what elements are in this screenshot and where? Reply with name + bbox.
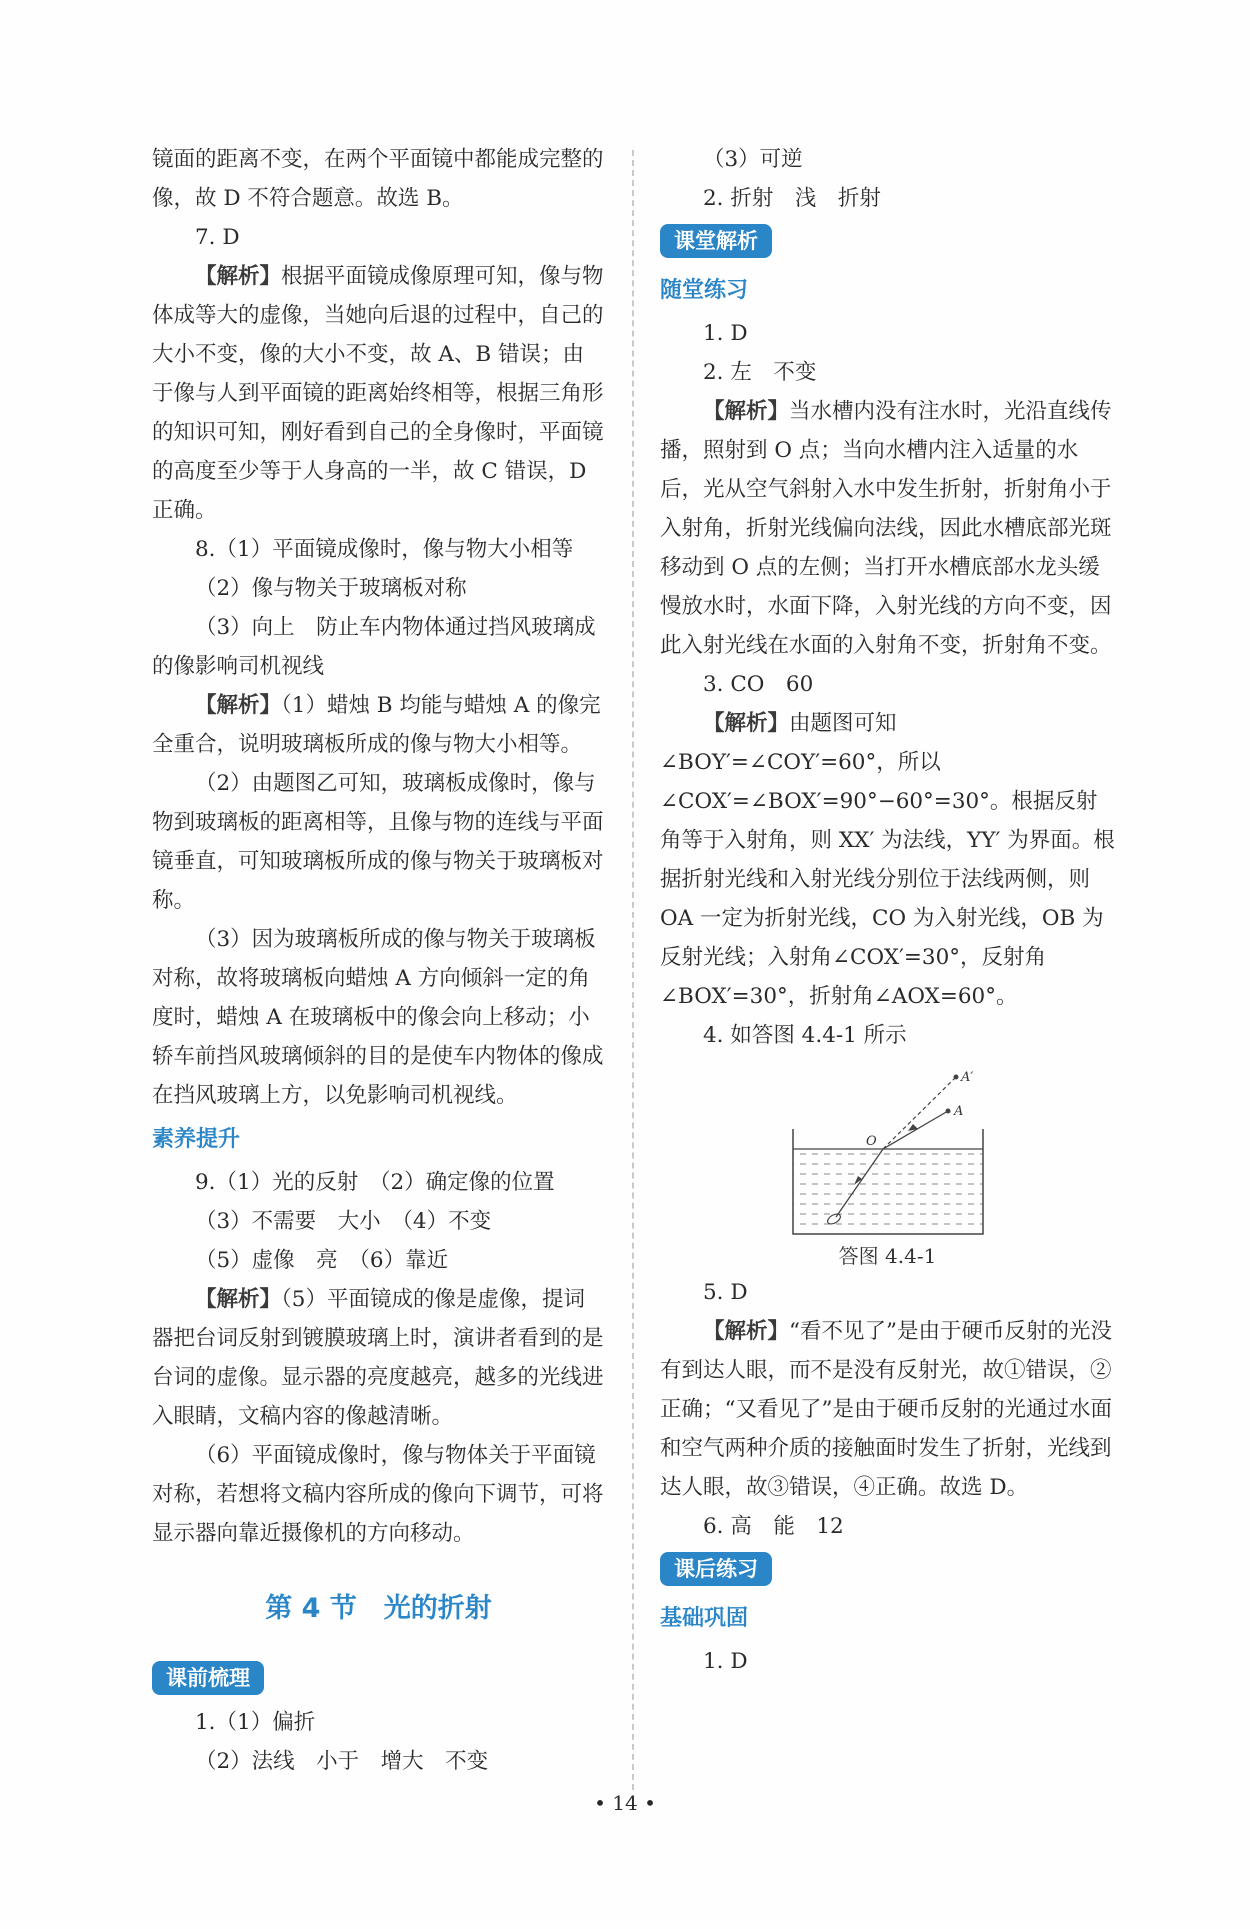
text-line bbox=[152, 530, 605, 569]
subheading-suitang: 随堂练习 bbox=[660, 278, 749, 303]
right-block-1 bbox=[660, 140, 1115, 218]
line-text: （1）蜡烛 B 均能与蜡烛 A 的像完全重合，说明玻璃板所成的像与物大小相等。 bbox=[152, 693, 601, 757]
badge-kegian: 课前梳理 bbox=[152, 1661, 264, 1695]
badge-ketang: 课堂解析 bbox=[660, 224, 772, 258]
analysis-tag: 【解析】 bbox=[195, 693, 282, 718]
line-text: （2）由题图乙可知，玻璃板成像时，像与物到玻璃板的距离相等，且像与物的连线与平面镜垂直，可知玻璃板所成的像与物关于玻璃板对称。 bbox=[152, 771, 604, 913]
section-title: 第 4 节 光的折射 bbox=[265, 1593, 492, 1624]
text-line bbox=[660, 1642, 1115, 1681]
text-line bbox=[152, 686, 605, 764]
line-text: “看不见了”是由于硬币反射的光没有到达人眼，而不是没有反射光，故①错误，②正确；“又看见了”是由于硬币反射的光通过水面和空气两种介质的接触面时发生了折射，光线到达人眼，故③错误，④正确。故选 D。 bbox=[660, 1319, 1113, 1500]
right-column bbox=[660, 140, 1115, 1681]
analysis-tag: 【解析】 bbox=[195, 1287, 282, 1312]
text-line bbox=[152, 1280, 605, 1436]
line-text: 2. 折射 浅 折射 bbox=[703, 186, 881, 211]
line-text: （3）可逆 bbox=[703, 147, 803, 172]
line-text: 当水槽内没有注水时，光沿直线传播，照射到 O 点；当向水槽内注入适量的水后，光从空气斜射入水中发生折射，折射角小于入射角，折射光线偏向法线，因此水槽底部光斑移动到 O 点的左侧；当打开水槽底部水龙头缓慢放水时，水面下降，入射光线的方向不变，因此入射光线在水面的入射角不变，折射角不变。 bbox=[660, 399, 1112, 658]
line-text: 9.（1）光的反射 （2）确定像的位置 bbox=[195, 1170, 555, 1195]
text-line bbox=[152, 1742, 605, 1781]
line-text: 由题图可知∠BOY′=∠COY′=60°，所以∠COX′=∠BOX′=90°−60°=30°。根据反射角等于入射角，则 XX′ 为法线，YY′ 为界面。根据折射光线和入射光线分别位于法线两侧，则 OA 一定为折射光线，CO 为入射光线，OB 为反射光线；入射角∠COX′=30°，反射角∠BOX′=30°，折射角∠AOX=60°。 bbox=[660, 711, 1115, 1009]
right-block-2 bbox=[660, 314, 1115, 1055]
text-line bbox=[152, 1202, 605, 1241]
text-line bbox=[660, 140, 1115, 179]
left-column bbox=[152, 140, 605, 1781]
refraction-diagram bbox=[788, 1069, 988, 1239]
line-text: （2）法线 小于 增大 不变 bbox=[195, 1749, 489, 1774]
analysis-tag: 【解析】 bbox=[703, 711, 790, 736]
text-line bbox=[152, 1241, 605, 1280]
line-text: （2）像与物关于玻璃板对称 bbox=[195, 576, 467, 601]
line-text: （6）平面镜成像时，像与物体关于平面镜对称，若想将文稿内容所成的像向下调节，可将显示器向靠近摄像机的方向移动。 bbox=[152, 1443, 604, 1546]
label-a-prime: A′ bbox=[960, 1070, 973, 1085]
badge-kehou: 课后练习 bbox=[660, 1552, 772, 1586]
text-line bbox=[660, 1507, 1115, 1546]
left-block-2 bbox=[152, 1163, 605, 1553]
line-text: 4. 如答图 4.4-1 所示 bbox=[703, 1023, 907, 1048]
line-text: （5）虚像 亮 （6）靠近 bbox=[195, 1248, 449, 1273]
line-text: （3）因为玻璃板所成的像与物关于玻璃板对称，故将玻璃板向蜡烛 A 方向倾斜一定的角度时，蜡烛 A 在玻璃板中的像会向上移动；小轿车前挡风玻璃倾斜的目的是使车内物体的像成在挡风玻璃上方，以免影响司机视线。 bbox=[152, 927, 604, 1108]
line-text: 7. D bbox=[195, 225, 240, 250]
point-a-prime bbox=[953, 1075, 958, 1080]
text-line bbox=[152, 764, 605, 920]
line-text: 1. D bbox=[703, 1649, 748, 1674]
text-line bbox=[660, 392, 1115, 665]
text-line bbox=[152, 218, 605, 257]
text-line bbox=[660, 314, 1115, 353]
text-line bbox=[660, 665, 1115, 704]
line-text: 8.（1）平面镜成像时，像与物大小相等 bbox=[195, 537, 574, 562]
line-text: （3）向上 防止车内物体通过挡风玻璃成的像影响司机视线 bbox=[152, 615, 596, 679]
line-text: （3）不需要 大小 （4）不变 bbox=[195, 1209, 492, 1234]
line-text: 5. D bbox=[703, 1280, 748, 1305]
analysis-tag: 【解析】 bbox=[703, 1319, 790, 1344]
refraction-figure bbox=[768, 1069, 1008, 1273]
text-line bbox=[152, 920, 605, 1115]
right-block-4 bbox=[660, 1642, 1115, 1681]
text-line bbox=[152, 1436, 605, 1553]
text-line bbox=[660, 1312, 1115, 1507]
text-line bbox=[152, 1703, 605, 1742]
subheading-suyang: 素养提升 bbox=[152, 1127, 241, 1152]
text-line bbox=[152, 140, 605, 218]
line-text: 6. 高 能 12 bbox=[703, 1514, 844, 1539]
subheading-jichu: 基础巩固 bbox=[660, 1606, 749, 1631]
label-o: O bbox=[865, 1134, 877, 1149]
left-block-1 bbox=[152, 140, 605, 1115]
point-a bbox=[945, 1109, 950, 1114]
left-block-3 bbox=[152, 1703, 605, 1781]
text-line bbox=[152, 569, 605, 608]
label-a: A bbox=[953, 1104, 963, 1119]
page-number: • 14 • bbox=[594, 1791, 656, 1815]
text-line bbox=[152, 257, 605, 530]
analysis-tag: 【解析】 bbox=[703, 399, 790, 424]
line-text: 3. CO 60 bbox=[703, 672, 814, 697]
line-text: 1. D bbox=[703, 321, 748, 346]
line-text: 根据平面镜成像原理可知，像与物体成等大的虚像，当她向后退的过程中，自己的大小不变，像的大小不变，故 A、B 错误；由于像与人到平面镜的距离始终相等，根据三角形的知识可知，刚好看到自己的全身像时，平面镜的高度至少等于人身高的一半，故 C 错误，D 正确。 bbox=[152, 264, 604, 523]
right-block-3 bbox=[660, 1273, 1115, 1546]
text-line bbox=[152, 1163, 605, 1202]
line-text: 1.（1）偏折 bbox=[195, 1710, 316, 1735]
column-divider bbox=[632, 150, 634, 1790]
text-line bbox=[152, 608, 605, 686]
line-text: 2. 左 不变 bbox=[703, 360, 817, 385]
line-text: 镜面的距离不变，在两个平面镜中都能成完整的像，故 D 不符合题意。故选 B。 bbox=[152, 147, 604, 211]
text-line bbox=[660, 353, 1115, 392]
water-area bbox=[793, 1149, 983, 1234]
text-line bbox=[660, 1273, 1115, 1312]
text-line bbox=[660, 1016, 1115, 1055]
figure-caption: 答图 4.4-1 bbox=[838, 1244, 937, 1268]
analysis-tag: 【解析】 bbox=[195, 264, 282, 289]
line-text: （5）平面镜成的像是虚像，提词器把台词反射到镀膜玻璃上时，演讲者看到的是台词的虚像。显示器的亮度越亮，越多的光线进入眼睛，文稿内容的像越清晰。 bbox=[152, 1287, 604, 1429]
text-line bbox=[660, 179, 1115, 218]
text-line bbox=[660, 704, 1115, 1016]
